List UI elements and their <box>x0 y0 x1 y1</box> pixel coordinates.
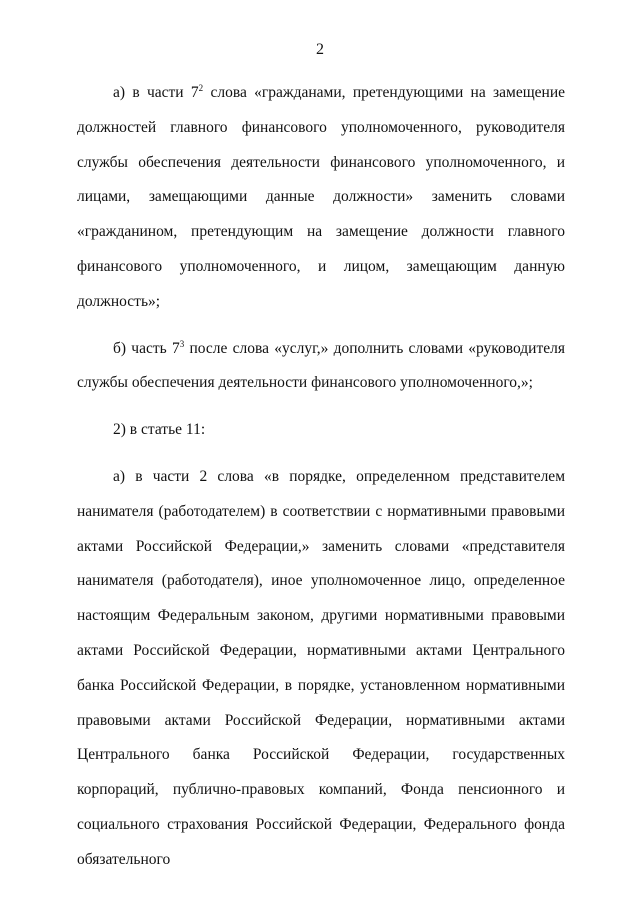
superscript-3: 3 <box>179 338 185 349</box>
paragraph-text-rest: после слова «услуг,» дополнить словами «руководителя службы обеспечения деятельности финансового уполномоченного,»; <box>77 339 565 392</box>
paragraph-text-start: б) часть 7 <box>113 339 180 357</box>
superscript-2: 2 <box>198 82 204 93</box>
paragraph-a-part-2: а) в части 2 слова «в порядке, определенном представителем нанимателя (работодателем) в соответствии с нормативными правовыми актами Российской Федерации,» заменить словами «представителя нанимателя (работодателя), иное уполномоченное лицо, определенное настоящим Федеральным законом, другими нормативными правовыми актами Российской Федерации, нормативными актами Центрального банка Российской Федерации, в порядке, установленном нормативными правовыми актами Российской Федерации, нормативными актами Центрального банка Российской Федерации, государственных корпораций, публично-правовых компаний, Фонда пенсионного и социального страхования Российской Федерации, Федерального фонда обязательного <box>77 467 565 868</box>
document-body <box>77 76 565 878</box>
page-number: 2 <box>316 41 324 58</box>
paragraph-b-part-7-3 <box>77 332 565 402</box>
paragraph-a-part-7-2 <box>77 76 565 320</box>
paragraph-text-rest: слова «гражданами, претендующими на замещение должностей главного финансового уполномоченного, руководителя службы обеспечения деятельности финансового уполномоченного, и лицами, замещающими данные должности» заменить словами «гражданином, претендующим на замещение должности главного финансового уполномоченного, и лицом, замещающим данную должность»; <box>77 84 566 310</box>
paragraph-text-start: а) в части 7 <box>113 84 199 101</box>
paragraph-article-11: 2) в статье 11: <box>113 421 206 439</box>
